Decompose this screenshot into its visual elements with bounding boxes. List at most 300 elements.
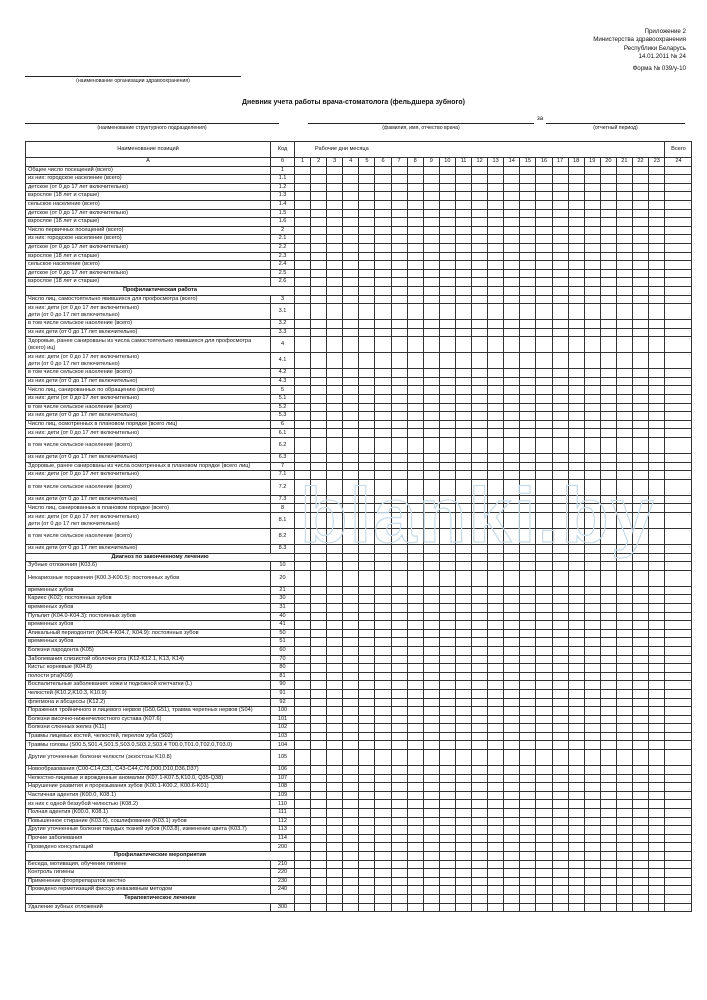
- day-cell: [616, 860, 632, 869]
- day-cell: [600, 681, 616, 690]
- day-cell: [343, 243, 359, 252]
- day-cell: [343, 529, 359, 545]
- row-name: Проведено герметизаций фиссур инвазивным методом: [26, 886, 271, 895]
- day-cell: [504, 420, 520, 429]
- day-cell: [311, 454, 327, 463]
- day-cell: [632, 462, 648, 471]
- day-cell: [407, 209, 423, 218]
- total-cell: [665, 894, 692, 903]
- day-cell: [327, 843, 343, 852]
- day-cell: [584, 462, 600, 471]
- day-cell: [359, 603, 375, 612]
- day-cell: [520, 869, 536, 878]
- day-cell: [616, 707, 632, 716]
- day-cell: [649, 766, 665, 775]
- day-cell: [439, 377, 455, 386]
- day-cell: [568, 261, 584, 270]
- day-cell: [616, 243, 632, 252]
- day-cell: [568, 860, 584, 869]
- day-cell: [649, 715, 665, 724]
- total-cell: [665, 192, 692, 201]
- day-cell: [488, 504, 504, 513]
- day-cell: [359, 429, 375, 438]
- day-cell: [327, 809, 343, 818]
- day-cell: [600, 200, 616, 209]
- total-cell: [665, 295, 692, 304]
- day-cell: [632, 689, 648, 698]
- day-cell: [616, 570, 632, 586]
- table-row: [26, 243, 692, 252]
- day-cell: [439, 707, 455, 716]
- day-cell: [327, 672, 343, 681]
- total-cell: [665, 715, 692, 724]
- row-code: 5.3: [271, 412, 295, 421]
- day-cell: [632, 715, 648, 724]
- day-cell: [504, 479, 520, 495]
- day-cell: [391, 852, 407, 861]
- day-cell: [504, 328, 520, 337]
- day-cell: [375, 766, 391, 775]
- day-cell: [343, 809, 359, 818]
- day-cell: [343, 886, 359, 895]
- day-cell: [359, 681, 375, 690]
- day-cell: [568, 495, 584, 504]
- day-cell: [327, 261, 343, 270]
- day-cell: [343, 304, 359, 320]
- day-cell: [375, 504, 391, 513]
- day-cell: [327, 462, 343, 471]
- day-cell: [649, 689, 665, 698]
- row-code: 113: [271, 826, 295, 835]
- table-row: [26, 562, 692, 571]
- total-cell: [665, 612, 692, 621]
- day-cell: [520, 438, 536, 454]
- day-cell: [649, 732, 665, 741]
- day-cell: [584, 386, 600, 395]
- day-cell: [568, 226, 584, 235]
- day-cell: [423, 707, 439, 716]
- day-cell: [455, 586, 471, 595]
- day-cell: [343, 877, 359, 886]
- day-cell: [327, 741, 343, 750]
- total-cell: [665, 732, 692, 741]
- day-cell: [439, 655, 455, 664]
- day-cell: [504, 732, 520, 741]
- day-cell: [311, 353, 327, 369]
- day-cell: [536, 328, 552, 337]
- day-cell: [359, 513, 375, 529]
- day-cell: [568, 328, 584, 337]
- day-cell: [649, 621, 665, 630]
- row-code: 230: [271, 877, 295, 886]
- table-row: [26, 860, 692, 869]
- day-cell: [295, 209, 311, 218]
- day-cell: [455, 774, 471, 783]
- day-cell: [311, 809, 327, 818]
- day-cell: [455, 629, 471, 638]
- day-cell: [472, 732, 488, 741]
- day-cell: [584, 834, 600, 843]
- period-line: [546, 123, 685, 124]
- day-cell: [423, 226, 439, 235]
- day-cell: [423, 817, 439, 826]
- day-cell: [536, 504, 552, 513]
- day-cell: [311, 553, 327, 562]
- day-cell: [632, 724, 648, 733]
- day-cell: [632, 513, 648, 529]
- day-cell: [472, 353, 488, 369]
- row-code: 70: [271, 655, 295, 664]
- day-cell: [423, 766, 439, 775]
- day-cell: [552, 612, 568, 621]
- day-cell: [649, 681, 665, 690]
- day-cell: [649, 278, 665, 287]
- total-cell: [665, 479, 692, 495]
- table-row: [26, 462, 692, 471]
- day-cell: [359, 903, 375, 912]
- row-code: 2.4: [271, 261, 295, 270]
- row-name: взрослое (18 лет и старше): [26, 192, 271, 201]
- row-code: 4: [271, 337, 295, 353]
- day-cell: [455, 843, 471, 852]
- day-cell: [359, 192, 375, 201]
- day-cell: [472, 243, 488, 252]
- day-cell: [391, 724, 407, 733]
- day-cell: [423, 877, 439, 886]
- day-cell: [423, 886, 439, 895]
- day-cell: [311, 791, 327, 800]
- day-cell: [407, 471, 423, 480]
- day-cell: [552, 809, 568, 818]
- day-cell: [375, 783, 391, 792]
- day-cell: [327, 886, 343, 895]
- row-name: из них: дети (от 0 до 17 лет включительно) дети (от 0 до 17 лет включительно): [26, 353, 271, 369]
- day-number: 12: [472, 158, 488, 167]
- day-cell: [632, 655, 648, 664]
- day-cell: [616, 783, 632, 792]
- day-cell: [295, 732, 311, 741]
- day-cell: [600, 353, 616, 369]
- day-cell: [616, 545, 632, 554]
- day-cell: [327, 603, 343, 612]
- day-cell: [375, 860, 391, 869]
- day-cell: [359, 377, 375, 386]
- day-number: 4: [343, 158, 359, 167]
- day-cell: [455, 545, 471, 554]
- day-cell: [375, 791, 391, 800]
- day-cell: [327, 852, 343, 861]
- day-cell: [455, 646, 471, 655]
- day-cell: [311, 646, 327, 655]
- day-cell: [359, 175, 375, 184]
- day-cell: [391, 826, 407, 835]
- row-code: 41: [271, 621, 295, 630]
- day-cell: [391, 278, 407, 287]
- day-cell: [359, 860, 375, 869]
- day-cell: [295, 529, 311, 545]
- day-cell: [649, 603, 665, 612]
- day-cell: [600, 860, 616, 869]
- day-cell: [616, 395, 632, 404]
- day-cell: [632, 545, 648, 554]
- row-name: Кариес (K02): постоянных зубов: [26, 595, 271, 604]
- table-row: [26, 877, 692, 886]
- day-cell: [520, 429, 536, 438]
- day-cell: [423, 218, 439, 227]
- day-cell: [407, 200, 423, 209]
- day-cell: [472, 278, 488, 287]
- day-cell: [439, 629, 455, 638]
- day-cell: [407, 562, 423, 571]
- day-cell: [311, 817, 327, 826]
- row-code: 8.3: [271, 545, 295, 554]
- table-row: [26, 183, 692, 192]
- day-cell: [311, 586, 327, 595]
- day-cell: [584, 395, 600, 404]
- day-cell: [407, 353, 423, 369]
- day-cell: [536, 834, 552, 843]
- day-cell: [616, 724, 632, 733]
- day-cell: [375, 741, 391, 750]
- day-cell: [311, 252, 327, 261]
- unit-caption: (наименование структурного подразделения): [97, 125, 207, 131]
- day-cell: [295, 471, 311, 480]
- day-cell: [584, 166, 600, 175]
- day-cell: [504, 337, 520, 353]
- day-cell: [616, 166, 632, 175]
- table-row: [26, 438, 692, 454]
- day-cell: [488, 243, 504, 252]
- day-cell: [616, 629, 632, 638]
- day-cell: [616, 261, 632, 270]
- day-cell: [584, 877, 600, 886]
- row-code: 2.1: [271, 235, 295, 244]
- day-cell: [584, 243, 600, 252]
- day-cell: [632, 261, 648, 270]
- day-cell: [504, 646, 520, 655]
- day-cell: [311, 166, 327, 175]
- day-cell: [375, 320, 391, 329]
- day-cell: [455, 707, 471, 716]
- day-cell: [359, 320, 375, 329]
- day-cell: [391, 438, 407, 454]
- day-cell: [295, 175, 311, 184]
- day-cell: [327, 429, 343, 438]
- day-cell: [407, 269, 423, 278]
- table-row: [26, 328, 692, 337]
- day-cell: [439, 672, 455, 681]
- day-cell: [455, 403, 471, 412]
- day-cell: [552, 328, 568, 337]
- row-name: сельское население (всего): [26, 261, 271, 270]
- day-cell: [520, 741, 536, 750]
- day-cell: [375, 353, 391, 369]
- day-cell: [520, 166, 536, 175]
- table-row: [26, 471, 692, 480]
- day-cell: [391, 183, 407, 192]
- day-cell: [649, 495, 665, 504]
- day-cell: [311, 471, 327, 480]
- day-cell: [423, 386, 439, 395]
- day-cell: [536, 707, 552, 716]
- day-cell: [552, 377, 568, 386]
- day-cell: [552, 826, 568, 835]
- day-cell: [488, 438, 504, 454]
- day-cell: [407, 175, 423, 184]
- day-cell: [455, 183, 471, 192]
- day-cell: [632, 471, 648, 480]
- day-cell: [568, 562, 584, 571]
- day-cell: [455, 386, 471, 395]
- day-cell: [455, 852, 471, 861]
- day-number: 6: [375, 158, 391, 167]
- day-cell: [504, 689, 520, 698]
- day-cell: [455, 278, 471, 287]
- day-cell: [520, 570, 536, 586]
- day-cell: [295, 707, 311, 716]
- row-name: Воспалительные заболевания: кожи и подкожной клетчатки (L): [26, 681, 271, 690]
- row-code: 106: [271, 766, 295, 775]
- day-cell: [311, 377, 327, 386]
- day-cell: [649, 595, 665, 604]
- table-row: [26, 412, 692, 421]
- day-cell: [359, 278, 375, 287]
- day-cell: [439, 774, 455, 783]
- day-cell: [520, 750, 536, 766]
- day-cell: [584, 529, 600, 545]
- day-cell: [649, 741, 665, 750]
- day-cell: [600, 894, 616, 903]
- day-cell: [552, 791, 568, 800]
- day-cell: [391, 783, 407, 792]
- day-cell: [584, 286, 600, 295]
- day-cell: [343, 741, 359, 750]
- day-cell: [504, 843, 520, 852]
- total-cell: [665, 603, 692, 612]
- day-cell: [439, 826, 455, 835]
- day-cell: [632, 337, 648, 353]
- day-cell: [552, 724, 568, 733]
- day-cell: [536, 377, 552, 386]
- day-cell: [295, 304, 311, 320]
- day-cell: [616, 304, 632, 320]
- day-cell: [568, 429, 584, 438]
- day-cell: [488, 553, 504, 562]
- day-cell: [359, 235, 375, 244]
- day-cell: [407, 545, 423, 554]
- day-cell: [327, 412, 343, 421]
- table-row: [26, 766, 692, 775]
- day-cell: [536, 791, 552, 800]
- day-cell: [391, 462, 407, 471]
- day-cell: [311, 698, 327, 707]
- day-number: 10: [439, 158, 455, 167]
- day-cell: [439, 817, 455, 826]
- day-cell: [520, 672, 536, 681]
- day-cell: [504, 698, 520, 707]
- day-cell: [423, 377, 439, 386]
- day-cell: [455, 715, 471, 724]
- day-cell: [327, 877, 343, 886]
- table-row: [26, 235, 692, 244]
- day-cell: [632, 707, 648, 716]
- day-cell: [311, 412, 327, 421]
- day-cell: [311, 200, 327, 209]
- day-cell: [391, 269, 407, 278]
- day-cell: [584, 495, 600, 504]
- day-cell: [552, 462, 568, 471]
- day-cell: [455, 562, 471, 571]
- day-cell: [504, 672, 520, 681]
- day-cell: [423, 595, 439, 604]
- day-cell: [616, 412, 632, 421]
- day-cell: [536, 689, 552, 698]
- day-cell: [343, 377, 359, 386]
- day-cell: [407, 877, 423, 886]
- day-cell: [472, 175, 488, 184]
- day-cell: [472, 809, 488, 818]
- day-cell: [552, 877, 568, 886]
- table-row: [26, 403, 692, 412]
- day-cell: [649, 791, 665, 800]
- day-cell: [455, 495, 471, 504]
- day-cell: [616, 353, 632, 369]
- day-cell: [391, 707, 407, 716]
- day-cell: [504, 377, 520, 386]
- day-cell: [295, 621, 311, 630]
- day-cell: [343, 320, 359, 329]
- day-cell: [327, 791, 343, 800]
- table-row: [26, 774, 692, 783]
- day-cell: [584, 175, 600, 184]
- day-cell: [568, 826, 584, 835]
- day-cell: [359, 369, 375, 378]
- day-cell: [649, 295, 665, 304]
- day-cell: [359, 655, 375, 664]
- total-cell: [665, 843, 692, 852]
- row-code: 1.1: [271, 175, 295, 184]
- row-code: 90: [271, 681, 295, 690]
- day-cell: [488, 860, 504, 869]
- row-code: 8.2: [271, 529, 295, 545]
- day-cell: [649, 386, 665, 395]
- total-cell: [665, 261, 692, 270]
- day-cell: [343, 629, 359, 638]
- day-cell: [391, 860, 407, 869]
- day-cell: [520, 353, 536, 369]
- day-cell: [391, 261, 407, 270]
- day-cell: [536, 570, 552, 586]
- day-cell: [327, 750, 343, 766]
- day-cell: [343, 209, 359, 218]
- day-cell: [407, 529, 423, 545]
- day-cell: [391, 420, 407, 429]
- day-cell: [423, 412, 439, 421]
- day-cell: [455, 732, 471, 741]
- day-cell: [375, 495, 391, 504]
- day-cell: [375, 595, 391, 604]
- day-cell: [455, 369, 471, 378]
- day-cell: [552, 295, 568, 304]
- day-cell: [520, 286, 536, 295]
- day-cell: [520, 834, 536, 843]
- day-cell: [649, 774, 665, 783]
- row-name: Другие уточненные болезни твердых тканей зубов (K03.8), изменение цвета (K03.7): [26, 826, 271, 835]
- row-code: 1.6: [271, 218, 295, 227]
- day-cell: [552, 817, 568, 826]
- day-cell: [423, 681, 439, 690]
- day-cell: [439, 621, 455, 630]
